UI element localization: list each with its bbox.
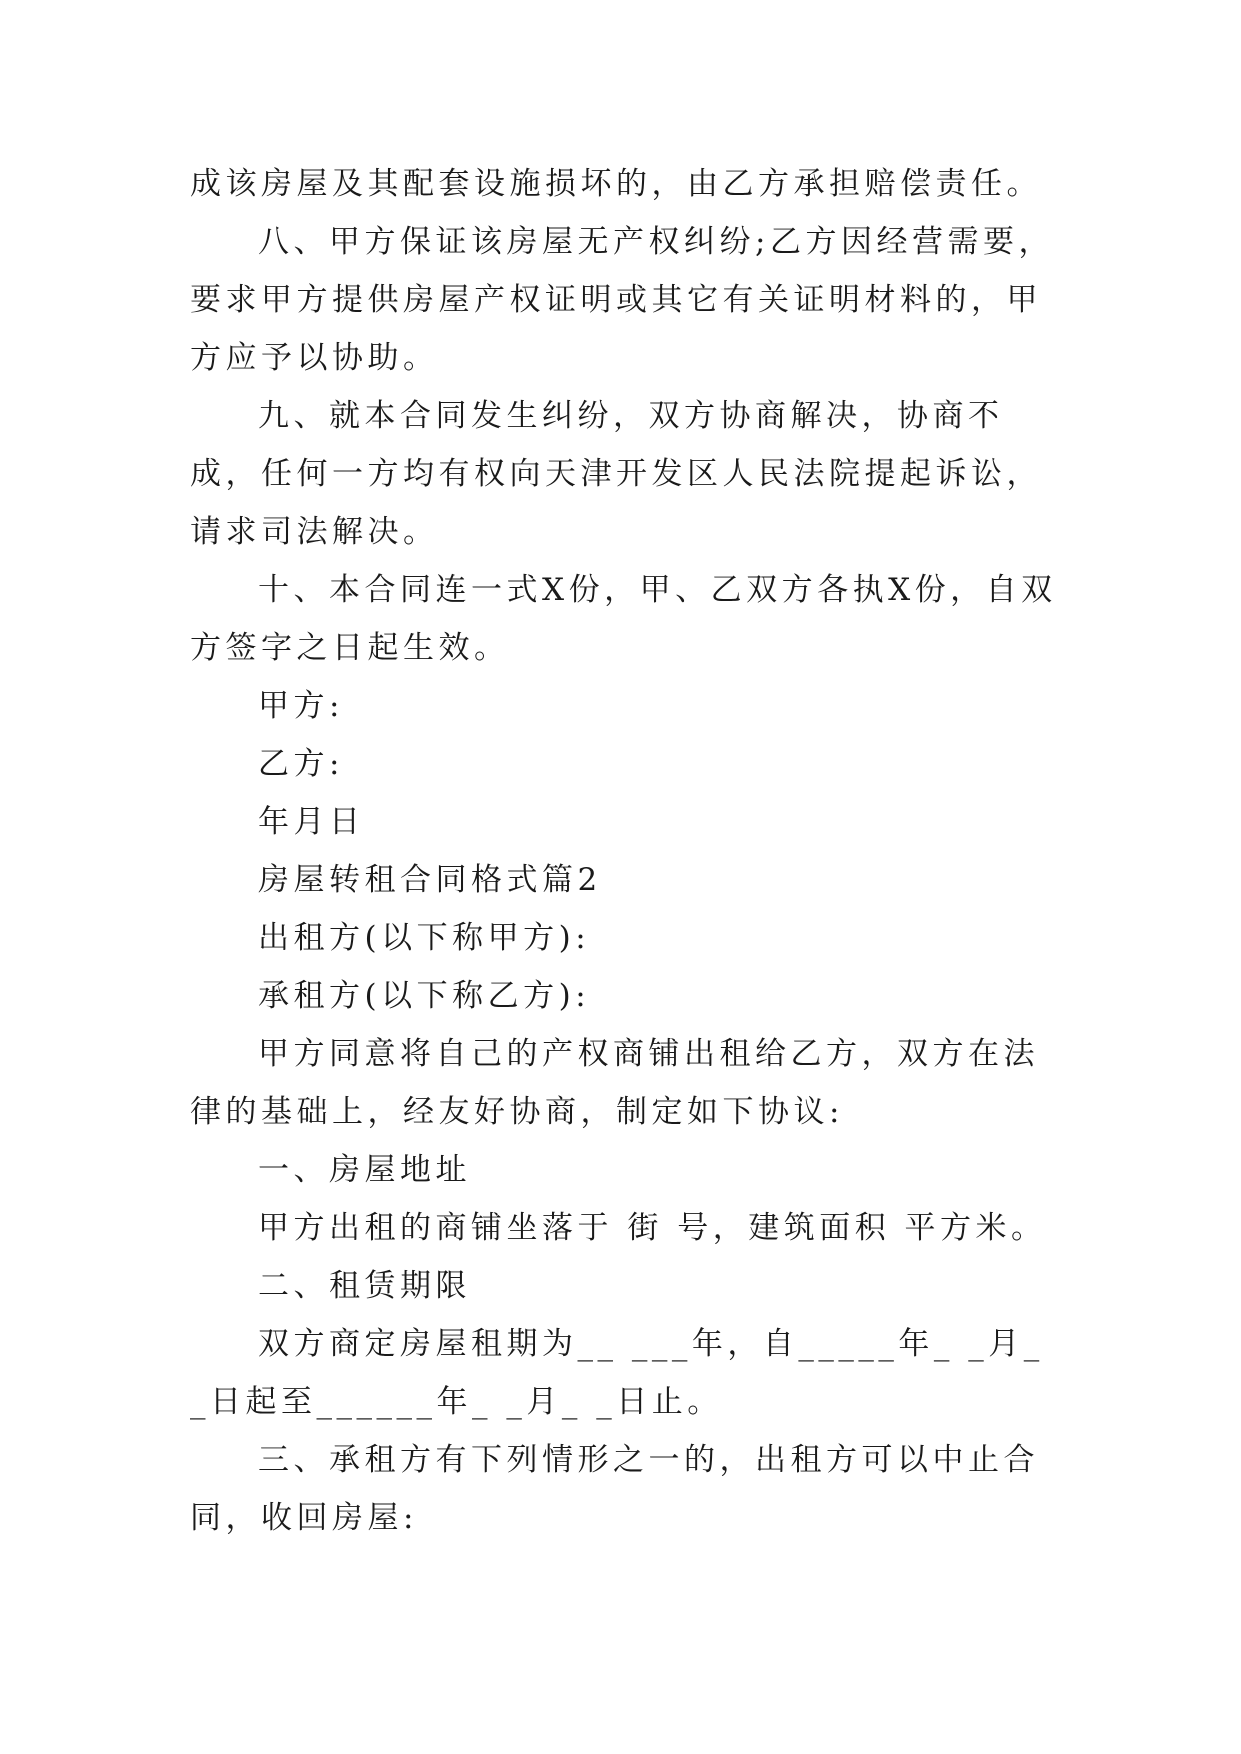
- paragraph: 八、甲方保证该房屋无产权纠纷;乙方因经营需要，要求甲方提供房屋产权证明或其它有关证明材料的，甲方应予以协助。: [190, 224, 1054, 376]
- party-b-signature-line: 乙方:: [258, 746, 344, 782]
- clause-heading: 二、租赁期限: [258, 1268, 471, 1304]
- paragraph: 成该房屋及其配套设施损坏的，由乙方承担赔偿责任。: [190, 166, 1042, 202]
- paragraph: 双方商定房屋租期为__ ___年，自_____年_ _月_ _日起至______年_ _月_ _日止。: [190, 1326, 1059, 1420]
- paragraph: 三、承租方有下列情形之一的，出租方可以中止合同，收回房屋:: [190, 1442, 1039, 1536]
- date-line: 年月日: [258, 804, 365, 840]
- lessor-line: 出租方(以下称甲方):: [258, 920, 591, 956]
- paragraph: 甲方同意将自己的产权商铺出租给乙方，双方在法律的基础上，经友好协商，制定如下协议:: [190, 1036, 1039, 1130]
- lessee-line: 承租方(以下称乙方):: [258, 978, 591, 1014]
- section-title: 房屋转租合同格式篇2: [258, 862, 602, 898]
- paragraph: 九、就本合同发生纠纷，双方协商解决，协商不成，任何一方均有权向天津开发区人民法院提起诉讼，请求司法解决。: [190, 398, 1042, 550]
- document-body: [190, 155, 1060, 1547]
- paragraph: 十、本合同连一式X份，甲、乙双方各执X份，自双方签字之日起生效。: [190, 572, 1057, 666]
- paragraph: 甲方出租的商铺坐落于 街 号，建筑面积 平方米。: [258, 1210, 1047, 1246]
- party-a-signature-line: 甲方:: [258, 688, 344, 724]
- clause-heading: 一、房屋地址: [258, 1152, 471, 1188]
